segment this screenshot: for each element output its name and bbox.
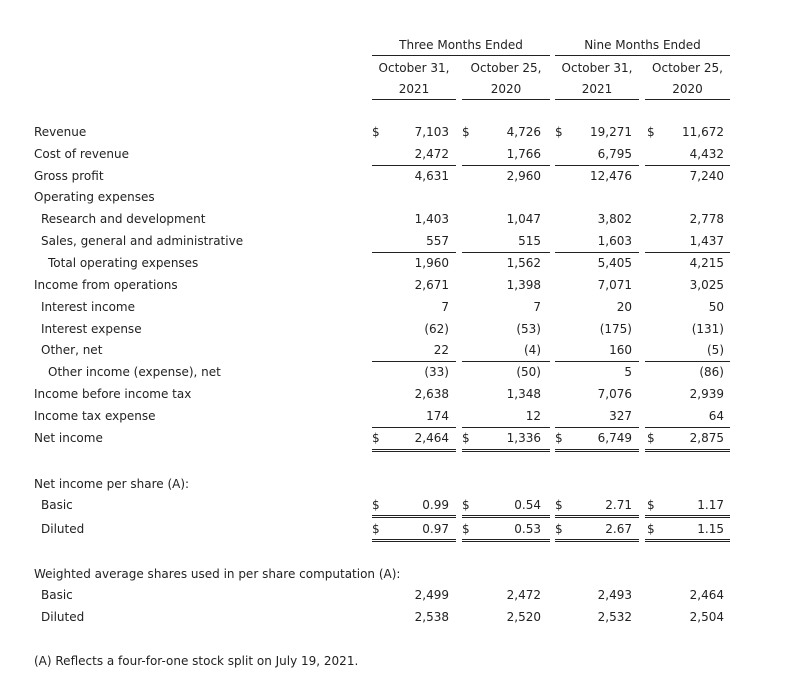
row-value: 6,795 bbox=[597, 147, 632, 161]
row-value: 1,603 bbox=[597, 234, 632, 248]
weighted-value: 2,472 bbox=[506, 588, 541, 602]
double-underline bbox=[372, 449, 456, 452]
row-label: Total operating expenses bbox=[48, 256, 199, 270]
dollar-sign: $ bbox=[372, 522, 380, 536]
row-label: Research and development bbox=[41, 212, 206, 226]
row-value: 19,271 bbox=[590, 125, 632, 139]
dollar-sign: $ bbox=[462, 431, 470, 445]
dollar-sign: $ bbox=[462, 522, 470, 536]
dollar-sign: $ bbox=[372, 431, 380, 445]
row-value: 1,766 bbox=[506, 147, 541, 161]
per-share-value: 0.53 bbox=[514, 522, 541, 536]
row-value: 50 bbox=[708, 300, 724, 314]
row-value: 3,025 bbox=[689, 278, 724, 292]
row-label: Interest expense bbox=[41, 322, 142, 336]
double-underline bbox=[555, 515, 639, 518]
col-header-line1: October 25, bbox=[652, 61, 723, 75]
total-rule bbox=[462, 427, 550, 428]
subtotal-rule bbox=[372, 165, 456, 166]
row-value: 1,047 bbox=[506, 212, 541, 226]
dollar-sign: $ bbox=[555, 431, 563, 445]
row-value: 1,437 bbox=[689, 234, 724, 248]
row-label: Other income (expense), net bbox=[48, 365, 221, 379]
header-underline bbox=[462, 99, 550, 100]
col-header-year: 2021 bbox=[581, 82, 613, 96]
weighted-value: 2,493 bbox=[597, 588, 632, 602]
weighted-shares-title: Weighted average shares used in per share computation (A): bbox=[34, 567, 401, 581]
per-share-value: 0.97 bbox=[422, 522, 449, 536]
row-value: 1,336 bbox=[506, 431, 541, 445]
row-label: Cost of revenue bbox=[34, 147, 130, 161]
row-label: Other, net bbox=[41, 343, 103, 357]
dollar-sign: $ bbox=[647, 498, 655, 512]
double-underline bbox=[555, 449, 639, 452]
row-value: 7,076 bbox=[597, 387, 632, 401]
row-value: 7,103 bbox=[414, 125, 449, 139]
row-value: 3,802 bbox=[597, 212, 632, 226]
double-underline bbox=[462, 449, 550, 452]
dollar-sign: $ bbox=[647, 125, 655, 139]
row-value: 327 bbox=[609, 409, 632, 423]
subtotal-rule bbox=[555, 252, 639, 253]
dollar-sign: $ bbox=[647, 431, 655, 445]
double-underline bbox=[372, 539, 456, 542]
double-underline bbox=[462, 515, 550, 518]
row-value: (175) bbox=[599, 322, 632, 336]
row-value: (5) bbox=[707, 343, 724, 357]
row-label: Operating expenses bbox=[34, 190, 155, 204]
row-value: 1,348 bbox=[506, 387, 541, 401]
row-label: Income tax expense bbox=[34, 409, 156, 423]
dollar-sign: $ bbox=[555, 522, 563, 536]
row-value: 5,405 bbox=[597, 256, 632, 270]
total-rule bbox=[645, 427, 730, 428]
row-value: 12,476 bbox=[590, 169, 632, 183]
row-value: 4,432 bbox=[689, 147, 724, 161]
subtotal-rule bbox=[462, 165, 550, 166]
dollar-sign: $ bbox=[555, 498, 563, 512]
subtotal-rule bbox=[645, 252, 730, 253]
row-value: 64 bbox=[708, 409, 724, 423]
col-header-year: 2021 bbox=[398, 82, 430, 96]
double-underline bbox=[555, 539, 639, 542]
row-value: 5 bbox=[624, 365, 632, 379]
per-share-value: 2.67 bbox=[605, 522, 632, 536]
subtotal-rule bbox=[645, 361, 730, 362]
dollar-sign: $ bbox=[647, 522, 655, 536]
row-value: 12 bbox=[525, 409, 541, 423]
row-label: Income before income tax bbox=[34, 387, 192, 401]
weighted-value: 2,538 bbox=[414, 610, 449, 624]
row-value: 4,215 bbox=[689, 256, 724, 270]
per-share-value: 1.17 bbox=[697, 498, 724, 512]
row-label: Interest income bbox=[41, 300, 136, 314]
row-value: 4,631 bbox=[414, 169, 449, 183]
per-share-label: Basic bbox=[41, 498, 73, 512]
row-value: (4) bbox=[524, 343, 541, 357]
row-label: Revenue bbox=[34, 125, 87, 139]
header-underline bbox=[372, 99, 456, 100]
group-underline bbox=[372, 55, 550, 56]
row-value: 7 bbox=[441, 300, 449, 314]
group-header-nine-months: Nine Months Ended bbox=[584, 38, 701, 52]
footnote: (A) Reflects a four-for-one stock split on July 19, 2021. bbox=[34, 654, 359, 668]
row-value: 160 bbox=[609, 343, 632, 357]
row-value: 2,671 bbox=[414, 278, 449, 292]
header-underline bbox=[645, 99, 730, 100]
weighted-value: 2,532 bbox=[597, 610, 632, 624]
weighted-value: 2,464 bbox=[689, 588, 724, 602]
subtotal-rule bbox=[555, 361, 639, 362]
per-share-value: 0.99 bbox=[422, 498, 449, 512]
row-value: (50) bbox=[516, 365, 541, 379]
group-underline bbox=[555, 55, 730, 56]
dollar-sign: $ bbox=[372, 125, 380, 139]
row-value: 2,778 bbox=[689, 212, 724, 226]
subtotal-rule bbox=[462, 252, 550, 253]
row-value: (131) bbox=[691, 322, 724, 336]
row-value: 2,960 bbox=[506, 169, 541, 183]
row-value: 1,562 bbox=[506, 256, 541, 270]
row-value: 2,472 bbox=[414, 147, 449, 161]
header-underline bbox=[555, 99, 639, 100]
subtotal-rule bbox=[372, 252, 456, 253]
row-value: 174 bbox=[426, 409, 449, 423]
row-label: Net income bbox=[34, 431, 103, 445]
row-value: (86) bbox=[699, 365, 724, 379]
col-header-year: 2020 bbox=[490, 82, 522, 96]
row-value: 2,939 bbox=[689, 387, 724, 401]
dollar-sign: $ bbox=[555, 125, 563, 139]
subtotal-rule bbox=[462, 361, 550, 362]
dollar-sign: $ bbox=[372, 498, 380, 512]
row-value: 6,749 bbox=[597, 431, 632, 445]
row-value: 1,960 bbox=[414, 256, 449, 270]
col-header-line1: October 25, bbox=[470, 61, 542, 75]
weighted-label: Basic bbox=[41, 588, 73, 602]
row-value: 557 bbox=[426, 234, 449, 248]
double-underline bbox=[645, 449, 730, 452]
row-value: 11,672 bbox=[682, 125, 724, 139]
double-underline bbox=[372, 515, 456, 518]
row-value: 515 bbox=[518, 234, 541, 248]
row-label: Gross profit bbox=[34, 169, 104, 183]
dollar-sign: $ bbox=[462, 498, 470, 512]
weighted-value: 2,520 bbox=[506, 610, 541, 624]
row-value: 7,071 bbox=[597, 278, 632, 292]
row-value: 2,638 bbox=[414, 387, 449, 401]
double-underline bbox=[462, 539, 550, 542]
subtotal-rule bbox=[555, 165, 639, 166]
col-header-year: 2020 bbox=[672, 82, 703, 96]
row-value: 2,875 bbox=[689, 431, 724, 445]
subtotal-rule bbox=[645, 165, 730, 166]
per-share-title: Net income per share (A): bbox=[34, 477, 190, 491]
row-value: (62) bbox=[424, 322, 449, 336]
weighted-label: Diluted bbox=[41, 610, 85, 624]
double-underline bbox=[645, 515, 730, 518]
row-label: Income from operations bbox=[34, 278, 178, 292]
row-value: 4,726 bbox=[506, 125, 541, 139]
row-value: (33) bbox=[424, 365, 449, 379]
per-share-value: 0.54 bbox=[514, 498, 541, 512]
col-header-line1: October 31, bbox=[561, 61, 633, 75]
row-value: 20 bbox=[616, 300, 632, 314]
row-value: 22 bbox=[433, 343, 449, 357]
row-value: 7 bbox=[533, 300, 541, 314]
subtotal-rule bbox=[372, 361, 456, 362]
row-value: (53) bbox=[516, 322, 541, 336]
row-value: 1,403 bbox=[414, 212, 449, 226]
group-header-three-months: Three Months Ended bbox=[399, 38, 523, 52]
col-header-line1: October 31, bbox=[378, 61, 450, 75]
weighted-value: 2,504 bbox=[689, 610, 724, 624]
row-value: 7,240 bbox=[689, 169, 724, 183]
weighted-value: 2,499 bbox=[414, 588, 449, 602]
dollar-sign: $ bbox=[462, 125, 470, 139]
per-share-label: Diluted bbox=[41, 522, 85, 536]
total-rule bbox=[372, 427, 456, 428]
per-share-value: 2.71 bbox=[605, 498, 632, 512]
total-rule bbox=[555, 427, 639, 428]
row-value: 1,398 bbox=[506, 278, 541, 292]
per-share-value: 1.15 bbox=[697, 522, 724, 536]
row-value: 2,464 bbox=[414, 431, 449, 445]
double-underline bbox=[645, 539, 730, 542]
row-label: Sales, general and administrative bbox=[41, 234, 244, 248]
